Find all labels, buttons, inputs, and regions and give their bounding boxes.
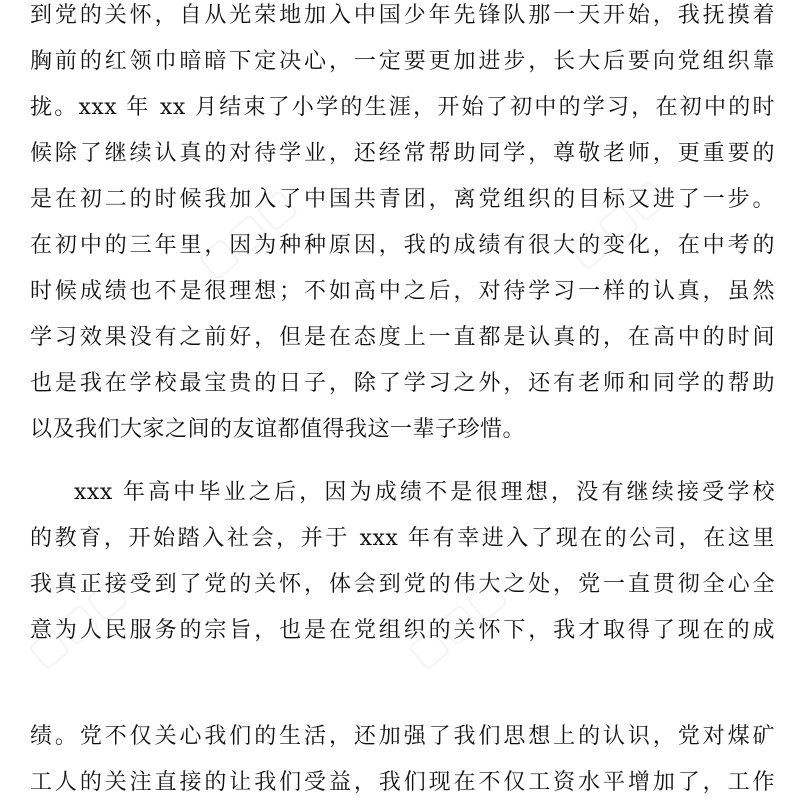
watermark: ▢▢▢ xyxy=(18,568,135,678)
text-line: 的教育，开始踏入社会，并于 xxx 年有幸进入了现在的公司，在这里 xyxy=(30,526,775,551)
text-line: 也是我在学校最宝贵的日子，除了学习之外，还有老师和同学的帮助 xyxy=(30,371,775,396)
text-line: 是在初二的时候我加入了中国共青团，离党组织的目标又进了一步。 xyxy=(30,187,775,212)
text-line: 工人的关注直接的让我们受益，我们现在不仅工资水平增加了，工作 xyxy=(30,770,775,795)
watermark: ▢▢▢ xyxy=(188,178,305,288)
text-line: 候除了继续认真的对待学业，还经常帮助同学，尊敬老师，更重要的 xyxy=(30,141,775,166)
text-line: 到党的关怀，自从光荣地加入中国少年先锋队那一天开始，我抚摸着 xyxy=(30,3,775,28)
watermark: ▢▢▢ xyxy=(398,568,515,678)
text-line: 拢。xxx 年 xx 月结束了小学的生涯，开始了初中的学习，在初中的时 xyxy=(30,95,775,120)
text-line: 我真正接受到了党的关怀，体会到党的伟大之处，党一直贯彻全心全 xyxy=(30,572,775,597)
text-line: 以及我们大家之间的友谊都值得我这一辈子珍惜。 xyxy=(30,417,526,442)
text-line: 时候成绩也不是很理想；不如高中之后，对待学习一样的认真，虽然 xyxy=(30,279,775,304)
text-line: 绩。党不仅关心我们的生活，还加强了我们思想上的认识，党对煤矿 xyxy=(30,724,775,749)
text-line: 意为人民服务的宗旨，也是在党组织的关怀下，我才取得了现在的成 xyxy=(30,618,775,643)
text-line: 学习效果没有之前好，但是在态度上一直都是认真的，在高中的时间 xyxy=(30,325,775,350)
text-line: 在初中的三年里，因为种种原因，我的成绩有很大的变化，在中考的 xyxy=(30,233,775,258)
paragraph-first-line: xxx 年高中毕业之后，因为成绩不是很理想，没有继续接受学校 xyxy=(74,480,775,505)
text-line: 胸前的红领巾暗暗下定决心，一定要更加进步，长大后要向党组织靠 xyxy=(30,49,775,74)
watermark: ▢▢▢ xyxy=(558,168,675,278)
